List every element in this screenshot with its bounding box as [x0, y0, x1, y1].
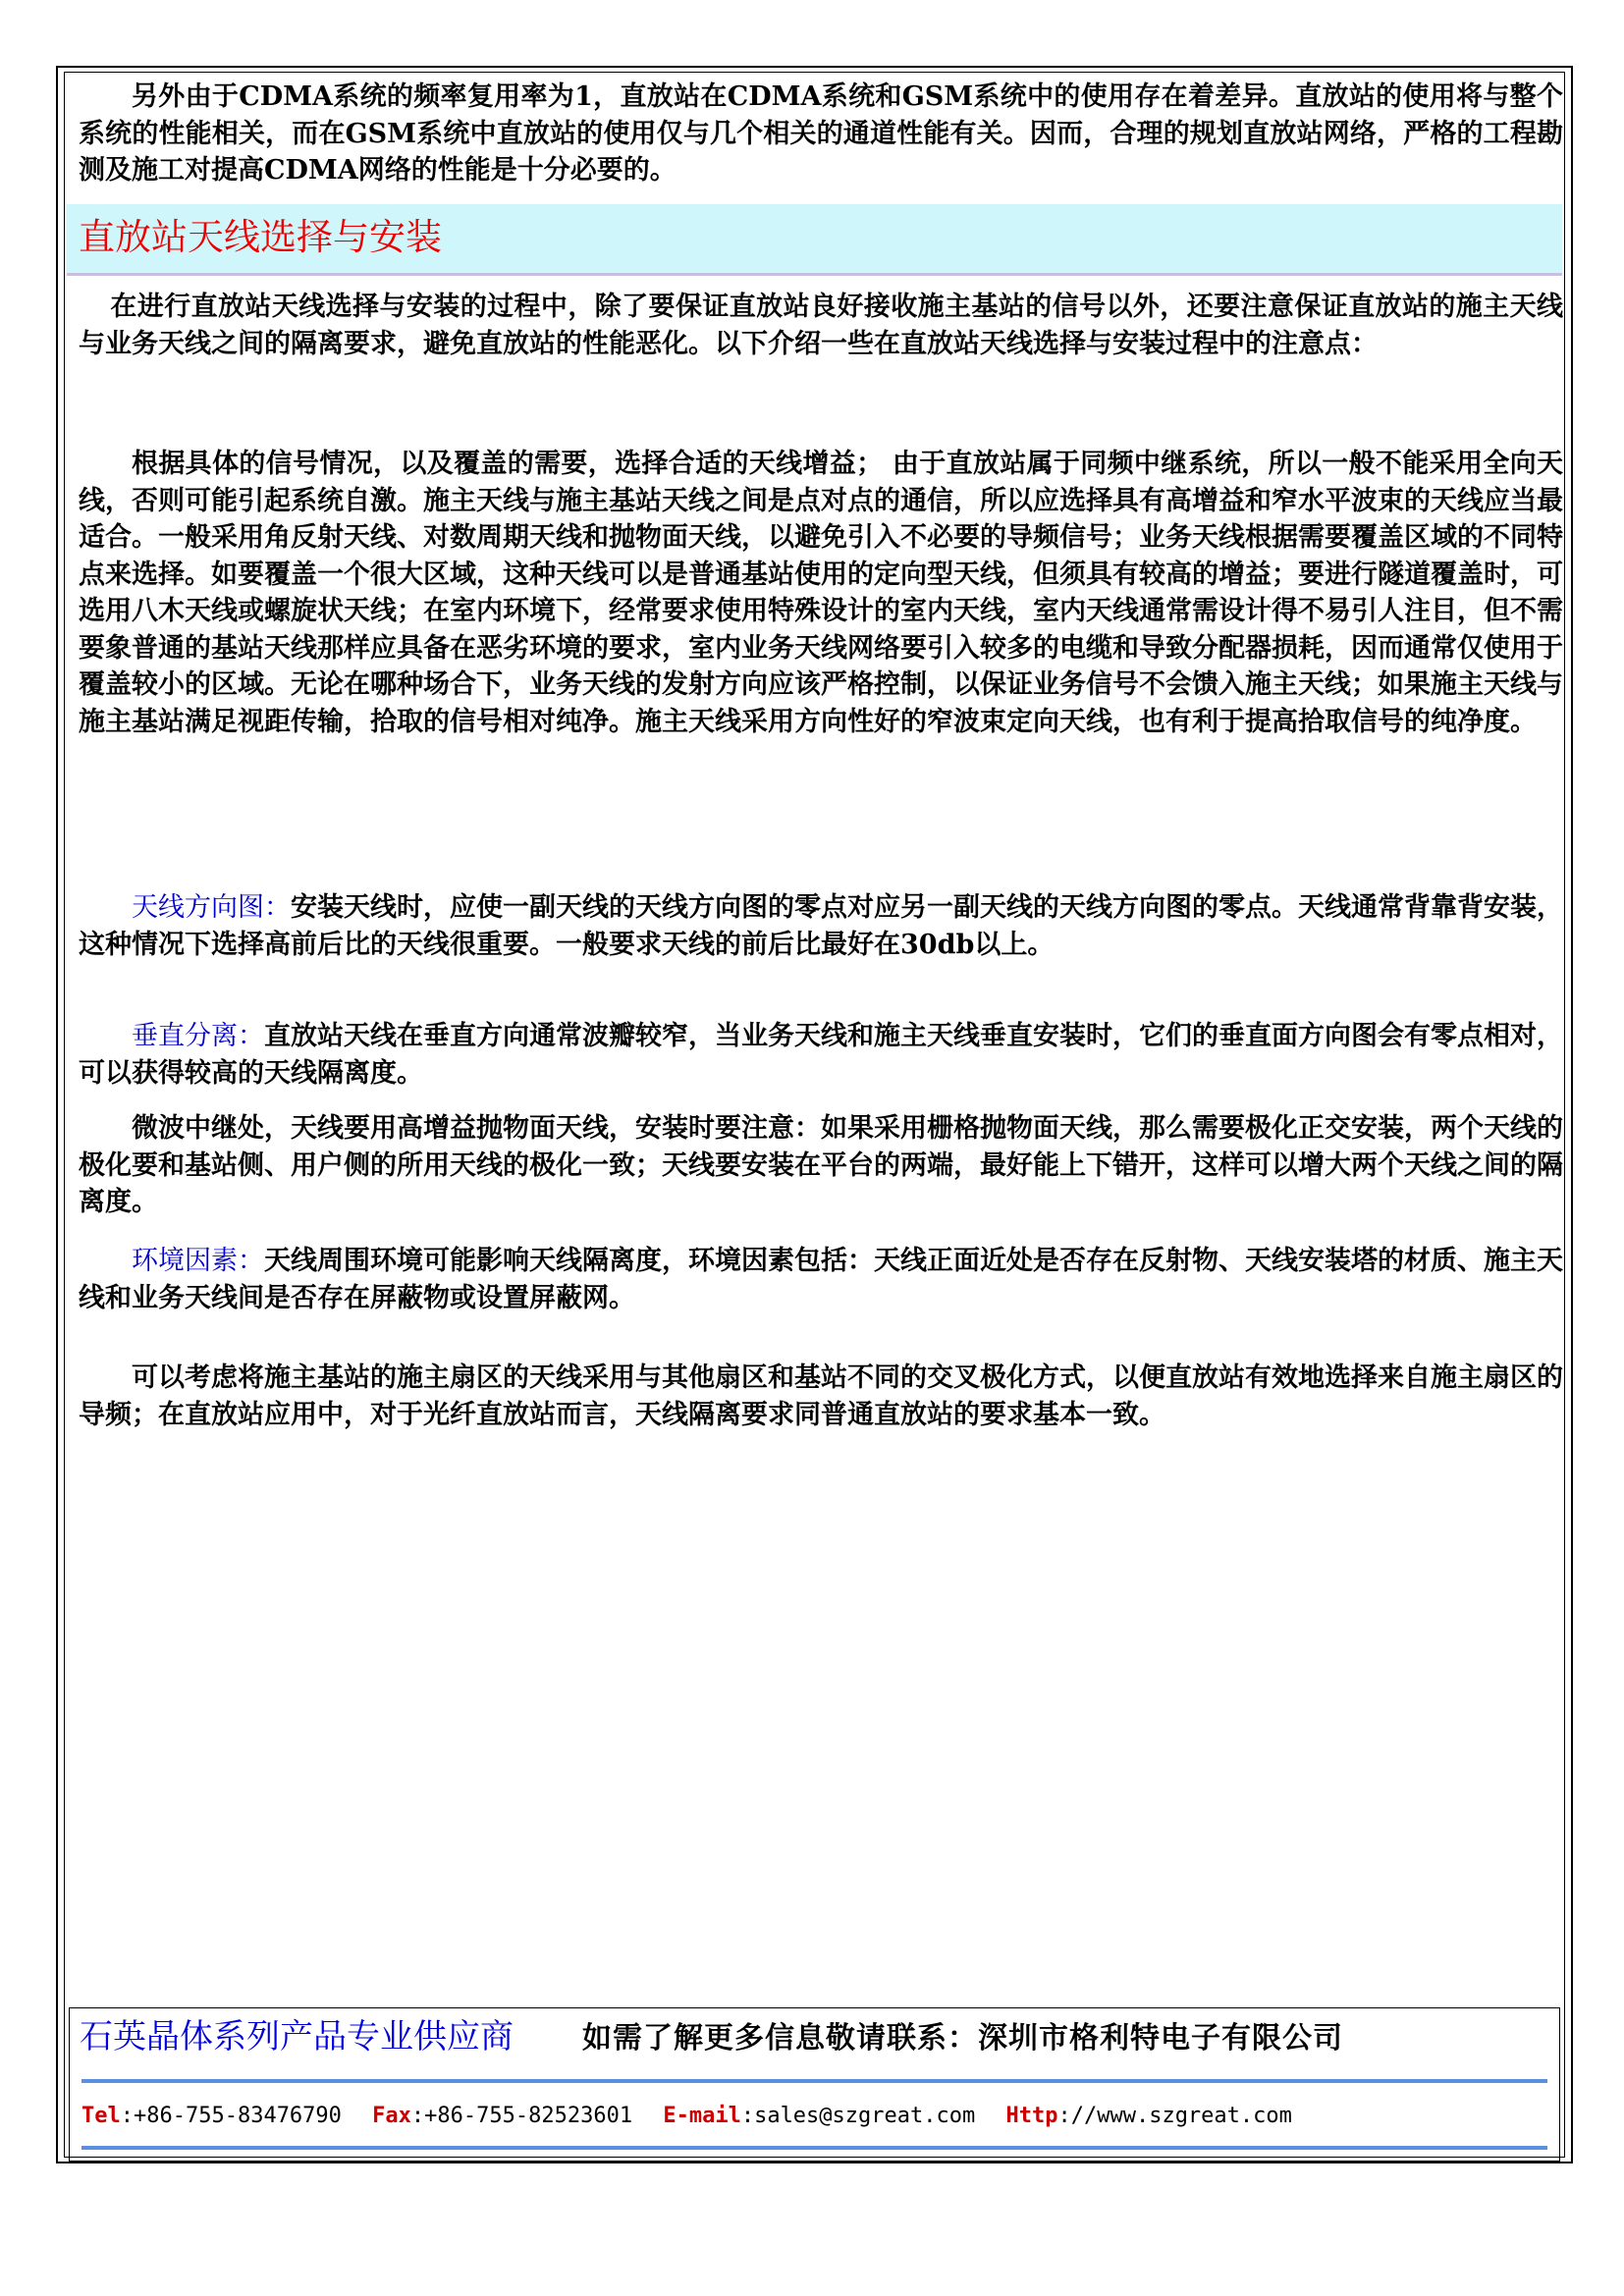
section-heading: 直放站天线选择与安装 [79, 216, 442, 258]
fax-value: :+86-755-82523601 [410, 2104, 633, 2128]
email-link[interactable]: :sales@szgreat.com [740, 2104, 976, 2128]
environment-label: 环境因素： [132, 1246, 264, 1276]
page-frame [56, 66, 1573, 2163]
environment-paragraph [79, 1243, 1563, 1316]
antenna-pattern-label: 天线方向图： [132, 892, 291, 923]
footer-divider-bottom [81, 2146, 1547, 2150]
footer-title: 石英晶体系列产品专业供应商 [80, 2017, 514, 2056]
footer-contact-line [81, 2102, 1310, 2131]
microwave-relay-paragraph: 微波中继处，天线要用高增益抛物面天线，安装时要注意：如果采用栅格抛物面天线，那么需要极化正交安装，两个天线的极化要和基站侧、用户侧的所用天线的极化一致；天线要安装在平台的两端，最好能上下错开，这样可以增大两个天线之间的隔离度。 [79, 1113, 1563, 1217]
footer-contact: 如需了解更多信息敬请联系：深圳市格利特电子有限公司 [582, 2021, 1343, 2056]
tel-label: Tel [81, 2104, 121, 2128]
vertical-separation-label: 垂直分离： [132, 1021, 264, 1051]
footer [69, 2007, 1560, 2162]
vertical-separation-paragraph [79, 1018, 1563, 1092]
email-label: E-mail [663, 2104, 741, 2128]
antenna-gain-paragraph: 根据具体的信号情况，以及覆盖的需要，选择合适的天线增益； 由于直放站属于同频中继系统，所以一般不能采用全向天线，否则可能引起系统自激。施主天线与施主基站天线之间是点对点的通信，所以应选择具有高增益和窄水平波束的天线应当最适合。一般采用角反射天线、对数周期天线和抛物面天线，以避免引入不必要的导频信号；业务天线根据需要覆盖区域的不同特点来选择。如要覆盖一个很大区域，这种天线可以是普通基站使用的定向型天线，但须具有较高的增益；要进行隧道覆盖时，可选用八木天线或螺旋状天线；在室内环境下，经常要求使用特殊设计的室内天线，室内天线通常需设计得不易引人注目，但不需要象普通的基站天线那样应具备在恶劣环境的要求，室内业务天线网络要引入较多的电缆和导致分配器损耗，因而通常仅使用于覆盖较小的区域。无论在哪种场合下，业务天线的发射方向应该严格控制，以保证业务信号不会馈入施主天线；如果施主天线与施主基站满足视距传输，拾取的信号相对纯净。施主天线采用方向性好的窄波束定向天线，也有利于提高拾取信号的纯净度。 [79, 449, 1563, 737]
http-label: Http [1005, 2104, 1058, 2128]
vertical-separation-text: 直放站天线在垂直方向通常波瓣较窄，当业务天线和施主天线垂直安装时，它们的垂直面方向图会有零点相对，可以获得较高的天线隔离度。 [79, 1021, 1563, 1089]
tel-value: :+86-755-83476790 [120, 2104, 342, 2128]
antenna-pattern-text: 安装天线时，应使一副天线的天线方向图的零点对应另一副天线的天线方向图的零点。天线通常背靠背安装，这种情况下选择高前后比的天线很重要。一般要求天线的前后比最好在30db以上。 [79, 892, 1563, 960]
fax-label: Fax [372, 2104, 411, 2128]
intro-paragraph: 另外由于CDMA系统的频率复用率为1，直放站在CDMA系统和GSM系统中的使用存在着差异。直放站的使用将与整个系统的性能相关，而在GSM系统中直放站的使用仅与几个相关的通道性能有关。因而，合理的规划直放站网络，严格的工程勘测及施工对提高CDMA网络的性能是十分必要的。 [79, 81, 1563, 186]
section-intro-paragraph: 在进行直放站天线选择与安装的过程中，除了要保证直放站良好接收施主基站的信号以外，还要注意保证直放站的施主天线与业务天线之间的隔离要求，避免直放站的性能恶化。以下介绍一些在直放站天线选择与安装过程中的注意点： [79, 292, 1563, 359]
website-link[interactable]: ://www.szgreat.com [1057, 2104, 1292, 2128]
footer-divider-top [81, 2079, 1547, 2083]
content-border [64, 72, 1565, 2158]
environment-text: 天线周围环境可能影响天线隔离度，环境因素包括：天线正面近处是否存在反射物、天线安装塔的材质、施主天线和业务天线间是否存在屏蔽物或设置屏蔽网。 [79, 1246, 1563, 1313]
section-heading-bar [67, 204, 1562, 276]
cross-polarization-paragraph: 可以考虑将施主基站的施主扇区的天线采用与其他扇区和基站不同的交叉极化方式，以便直放站有效地选择来自施主扇区的导频；在直放站应用中，对于光纤直放站而言，天线隔离要求同普通直放站的要求基本一致。 [79, 1362, 1563, 1430]
antenna-pattern-paragraph [79, 889, 1563, 963]
